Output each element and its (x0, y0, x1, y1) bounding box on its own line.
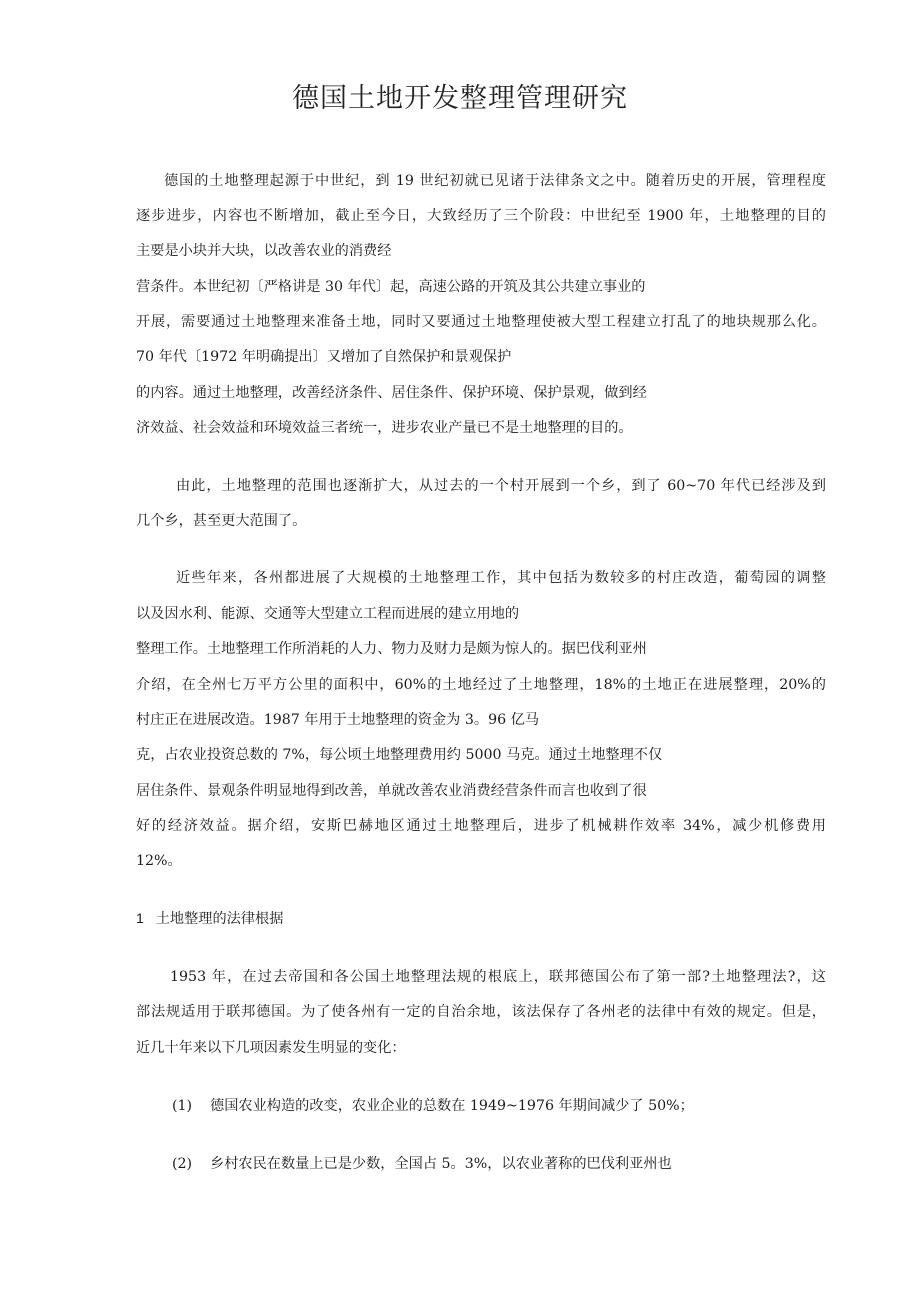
text-line: 德国的土地整理起源于中世纪，到 19 世纪初就已见诸于法律条文之中。随着历史的开展，管理程度 (164, 173, 826, 189)
text-line: 1953 年，在过去帝国和各公国土地整理法规的根底上，联邦德国公布了第一部?土地整理法?，这 (170, 969, 826, 985)
text-line: 开展，需要通过土地整理来准备土地，同时又要通过土地整理使被大型工程建立打乱了的地块规那么化。 (136, 314, 826, 330)
list-item (172, 1154, 672, 1174)
text-line: 居住条件、景观条件明显地得到改善，单就改善农业消费经营条件而言也收到了很 (136, 783, 647, 799)
text-line: 好的经济效益。据介绍，安斯巴赫地区通过土地整理后，进步了机械耕作效率 34%，减少机修费用 (136, 818, 826, 834)
text-line: 克，占农业投资总数的 7%，每公顷土地整理费用约 5000 马克。通过土地整理不仅 (136, 747, 663, 763)
text-line: 由此，土地整理的范围也逐渐扩大，从过去的一个村开展到一个乡，到了 60~70 年代已经涉及到 (176, 478, 826, 494)
text-line: 逐步进步，内容也不断增加，截止至今日，大致经历了三个阶段：中世纪至 1900 年，土地整理的目的 (136, 208, 826, 224)
page-title: 德国土地开发整理管理研究 (292, 83, 628, 114)
text-line: 以及因水利、能源、交通等大型建立工程而进展的建立用地的 (136, 606, 520, 622)
text-line: 近些年来，各州都进展了大规模的土地整理工作，其中包括为数较多的村庄改造，葡萄园的调整 (176, 570, 826, 586)
text-line: 部法规适用于联邦德国。为了使各州有一定的自治余地，该法保存了各州老的法律中有效的规定。但是， (136, 1004, 826, 1020)
section-title: 土地整理的法律根据 (155, 911, 284, 927)
text-line: 的内容。通过土地整理，改善经济条件、居住条件、保护环境、保护景观，做到经 (136, 385, 647, 401)
list-item-number: (1) (172, 1098, 193, 1114)
section-heading (136, 909, 283, 929)
text-line: 主要是小块并大块，以改善农业的消费经 (136, 243, 392, 259)
text-line: 济效益、社会效益和环境效益三者统一，进步农业产量已不是土地整理的目的。 (136, 420, 633, 436)
text-line: 近几十年来以下几项因素发生明显的变化： (136, 1040, 406, 1056)
text-line: 村庄正在进展改造。1987 年用于土地整理的资金为 3。96 亿马 (136, 712, 540, 728)
list-item-text: 乡村农民在数量上已是少数，全国占 5。3%，以农业著称的巴伐利亚州也 (210, 1156, 672, 1172)
list-item (172, 1096, 694, 1116)
section-number: 1 (136, 911, 144, 927)
text-line: 70 年代〔1972 年明确提出〕又增加了自然保护和景观保护 (136, 349, 512, 365)
text-line: 12%。 (136, 853, 182, 869)
text-line: 几个乡，甚至更大范围了。 (136, 513, 307, 529)
list-item-number: (2) (172, 1156, 193, 1172)
text-line: 介绍，在全州七万平方公里的面积中，60%的土地经过了土地整理，18%的土地正在进展整理，20%的 (136, 677, 826, 693)
list-item-text: 德国农业构造的改变，农业企业的总数在 1949~1976 年期间减少了 50%； (210, 1098, 694, 1114)
text-line: 整理工作。土地整理工作所消耗的人力、物力及财力是颇为惊人的。据巴伐利亚州 (136, 641, 647, 657)
text-line: 营条件。本世纪初〔严格讲是 30 年代〕起，高速公路的开筑及其公共建立事业的 (136, 279, 646, 295)
